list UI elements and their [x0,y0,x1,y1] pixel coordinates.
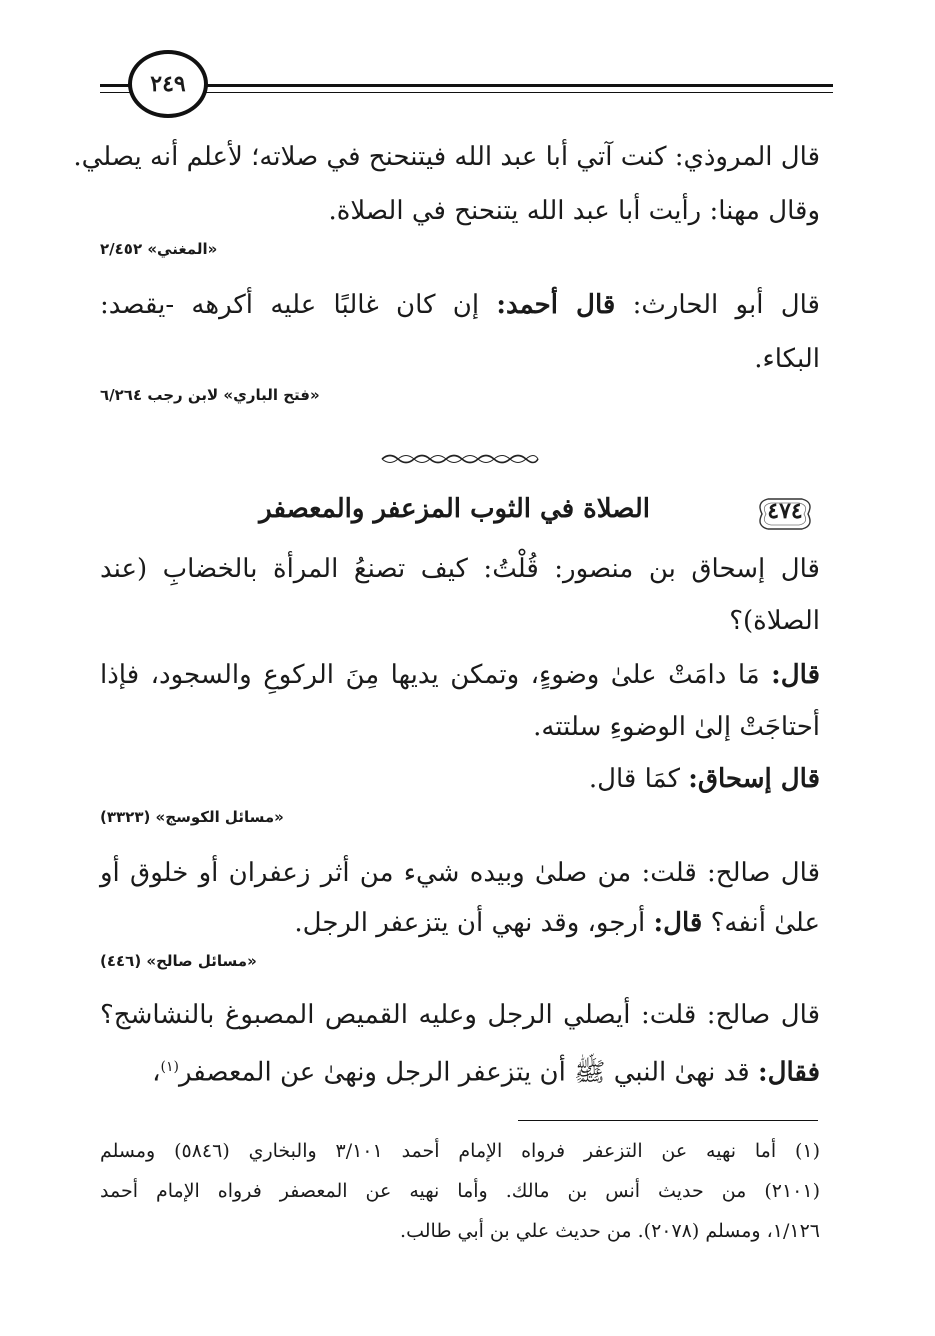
text-line: علىٰ أنفه؟ قال: أرجو، وقد نهي أن يتزعفر الرجل. [294,908,820,938]
footnote-marker: (١) [160,1059,179,1075]
source-citation: «فتح الباري» لابن رجب ٦/٢٦٤ [100,386,320,404]
entry-title: الصلاة في الثوب المزعفر والمعصفر [259,494,650,524]
footnote-line: (١) أما نهيه عن التزعفر فرواه الإمام أحمد ٣/١٠١ والبخاري (٥٨٤٦) ومسلم [100,1140,820,1162]
text-line: البكاء. [754,344,820,374]
text-line: قال صالح: قلت: أيصلي الرجل وعليه القميص المصبوغ بالنشاشج؟ [100,1000,820,1030]
entry-number: ٤٧٤ [767,498,803,524]
text-line: أحتاجَتْ إلىٰ الوضوءِ سلتته. [533,712,820,742]
text-line: قال: مَا دامَتْ علىٰ وضوءٍ، وتمكن يديها مِنَ الركوعِ والسجود، فإذا [100,660,820,690]
footnote-rule [518,1120,818,1121]
source-citation: «مسائل صالح» (٤٤٦) [100,952,257,970]
text-line: فقال: قد نهىٰ النبي ﷺ أن يتزعفر الرجل ونهىٰ عن المعصفر$^{(١)}$، [152,1057,820,1088]
header-rule [100,84,833,93]
text-line: قال أبو الحارث: قال أحمد: إن كان غالبًا عليه أكرهه -يقصد: [100,290,820,320]
page-number: ٢٤٩ [150,71,186,97]
page-number-badge [128,50,208,118]
text-line: وقال مهنا: رأيت أبا عبد الله يتنحنح في الصلاة. [328,196,820,226]
source-citation: «المغني» ٢/٤٥٢ [100,240,218,258]
footnote-line: ١/١٢٦، ومسلم (٢٠٧٨). من حديث علي بن أبي طالب. [400,1220,820,1242]
text-line: الصلاة)؟ [729,606,820,636]
footnote-line: (٢١٠١) من حديث أنس بن مالك. وأما نهيه عن المعصفر فرواه الإمام أحمد [100,1180,820,1202]
source-citation: «مسائل الكوسج» (٣٣٢٣) [100,808,284,826]
text-line: قال صالح: قلت: من صلىٰ وبيده شيء من أثر زعفران أو خلوق أو [100,858,820,888]
entry-number-badge [752,494,818,534]
ornament-divider [380,452,540,466]
text-line: قال إسحاق بن منصور: قُلْتُ: كيف تصنعُ المرأة بالخضابِ (عند [100,554,820,584]
text-line: قال المروذي: كنت آتي أبا عبد الله فيتنحنح في صلاته؛ لأعلم أنه يصلي. [73,142,820,172]
text-line: قال إسحاق: كمَا قال. [588,764,820,794]
page-header [0,0,935,130]
